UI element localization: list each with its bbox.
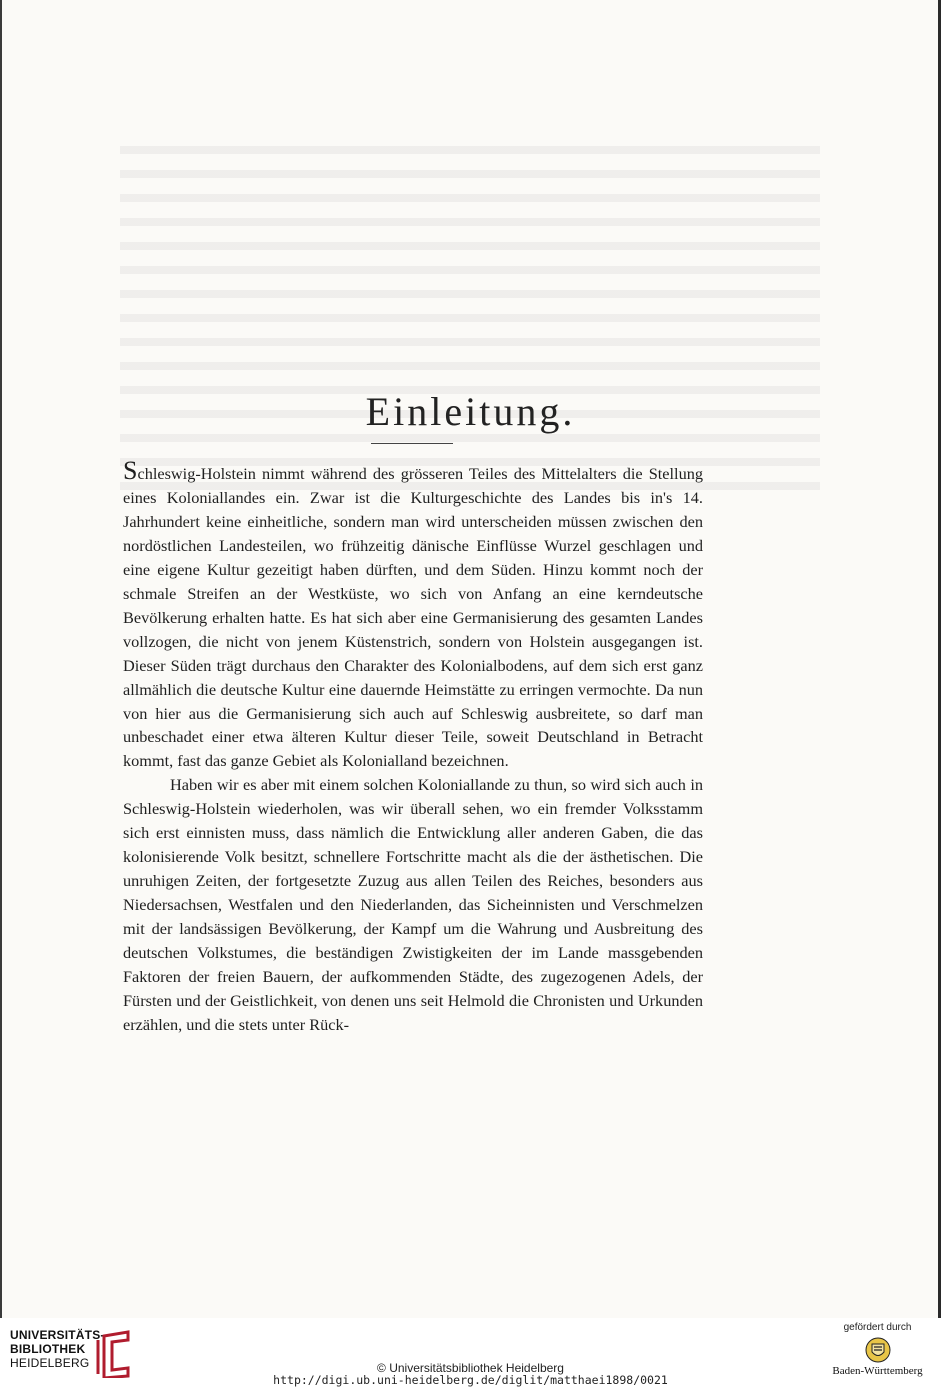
body-text — [123, 456, 703, 1037]
library-name-line3: HEIDELBERG — [10, 1356, 90, 1370]
library-name-line2: BIBLIOTHEK — [10, 1342, 86, 1356]
heading-rule — [371, 443, 453, 444]
state-coat-of-arms-icon — [865, 1337, 891, 1363]
paragraph-1 — [123, 456, 703, 773]
library-name-line1: UNIVERSITÄTS- — [10, 1328, 105, 1342]
copyright-notice: © Universitätsbibliothek Heidelberg — [377, 1361, 564, 1375]
chapter-heading: Einleitung. — [365, 389, 576, 434]
show-through-bleed — [120, 130, 820, 490]
permalink-url[interactable]: http://digi.ub.uni-heidelberg.de/diglit/matthaei1898/0021 — [273, 1373, 668, 1387]
funded-by-label: gefördert durch — [843, 1322, 912, 1333]
paragraph-1-text: chleswig-Holstein nimmt während des grösseren Teiles des Mittelalters die Stellung eines Koloniallandes ein. Zwar ist die Kulturgeschichte des Landes bis in's 14. Jahrhundert keine einheitliche, sondern man wird unterscheiden müssen zwischen den nordöstlichen Landesteilen, wo frühzeitig dänische Einflüsse Wurzel geschlagen und eine eigene Kultur gezeitigt haben dürften, und dem Süden. Hinzu kommt noch der schmale Streifen an der Westküste, wo sich von Anfang an eine kerndeutsche Bevölkerung erhalten hatte. Es hat sich aber eine Germanisierung des gesamten Landes vollzogen, die nicht von jenem Küstenstrich, sondern von Holstein ausgegangen ist. Dieser Süden trägt durchaus den Charakter des Kolonialbodens, auf dem sich erst ganz allmählich die deutsche Kultur eine dauernde Heimstätte zu erringen vermochte. Da nun von hier aus die Germanisierung sich auch auf Schleswig ausbreitete, so darf man unbeschadet einer etwa älteren Kultur dieser Teile, soweit Deutschland in Betracht kommt, fast das ganze Gebiet als Kolonialland bezeichnen. — [123, 464, 703, 771]
page-edge-left — [0, 0, 2, 1318]
funder-block[interactable] — [820, 1322, 935, 1377]
funder-name: Baden-Württemberg — [832, 1365, 923, 1377]
drop-cap: S — [123, 456, 138, 485]
paragraph-2: Haben wir es aber mit einem solchen Koloniallande zu thun, so wird sich auch in Schleswig-Holstein wiederholen, was wir überall sehen, wo ein fremder Volksstamm sich erst einnisten muss, dass nämlich die Entwicklung aller anderen Gaben, die das kolonisierende Volk besitzt, schnellere Fortschritte macht als die der ästhetischen. Die unruhigen Zeiten, der fortgesetzte Zuzug aus allen Teilen des Reiches, besonders aus Niedersachsen, Westfalen und den Niederlanden, das Sicheinnisten und Verschmelzen mit der landsässigen Bevölkerung, der Kampf um die Wahrung und Ausbreitung des deutschen Volkstumes, die beständigen Zwistigkeiten der im Lande massgebenden Faktoren der freien Bauern, der aufkommenden Städte, des zugezogenen Adels, der Fürsten und der Geistlichkeit, von denen uns seit Helmold die Chronisten und Urkunden erzählen, und die stets unter Rück- — [123, 775, 703, 1034]
